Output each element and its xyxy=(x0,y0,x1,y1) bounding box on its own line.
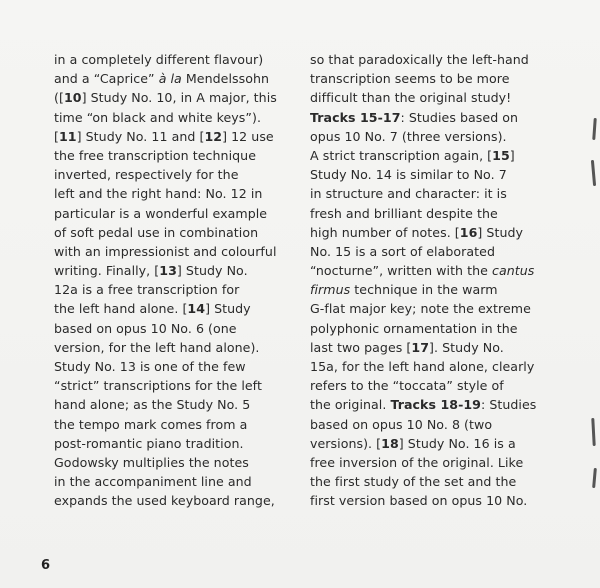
text-run: G-flat major key; note the extreme xyxy=(310,301,531,317)
text-run: ] Study xyxy=(205,301,251,317)
right-column-line xyxy=(310,146,546,165)
text-run: : Studies xyxy=(480,397,537,413)
text-run: hand alone; as the Study No. 5 xyxy=(54,397,251,413)
left-column-line xyxy=(54,472,290,491)
right-column-line xyxy=(310,434,546,453)
right-column-line xyxy=(310,376,546,395)
right-column-line xyxy=(310,242,546,261)
text-run: transcription seems to be more xyxy=(310,71,510,87)
text-run: version, for the left hand alone). xyxy=(54,339,260,355)
right-column-line xyxy=(310,299,546,318)
text-run: the tempo mark comes from a xyxy=(54,416,248,432)
page-number: 6 xyxy=(41,558,51,573)
text-run: with an impressionist and colourful xyxy=(54,243,277,259)
track-reference: Tracks 15-17 xyxy=(310,109,401,125)
right-column-line xyxy=(310,491,546,510)
left-column-line xyxy=(54,261,290,280)
text-run: Study No. 14 is similar to No. 7 xyxy=(310,167,507,183)
track-reference: Tracks 18-19 xyxy=(390,397,481,413)
binding-mark-top xyxy=(592,118,597,140)
binding-mark-lower xyxy=(591,418,595,446)
binding-mark-bottom xyxy=(592,468,597,488)
right-column-line xyxy=(310,108,546,127)
text-run: based on opus 10 No. 6 (one xyxy=(54,320,237,336)
right-column-line xyxy=(310,69,546,88)
left-column-line xyxy=(54,223,290,242)
left-column-line xyxy=(54,415,290,434)
text-run: : Studies based on xyxy=(400,109,519,125)
left-column-line xyxy=(54,453,290,472)
text-run: opus 10 No. 7 (three versions). xyxy=(310,128,507,144)
text-run: Mendelssohn xyxy=(181,71,270,87)
text-run: in structure and character: it is xyxy=(310,186,507,202)
text-run: post-romantic piano tradition. xyxy=(54,435,244,451)
text-run: ]. Study No. xyxy=(429,339,504,355)
text-run: high number of notes. [ xyxy=(310,224,460,240)
italic-term: à la xyxy=(158,71,182,87)
text-run: No. 15 is a sort of elaborated xyxy=(310,243,495,259)
left-column-line xyxy=(54,395,290,414)
text-run: particular is a wonderful example xyxy=(54,205,268,221)
text-run: “nocturne”, written with the xyxy=(310,263,493,279)
track-reference: 16 xyxy=(459,224,478,240)
text-run: the first study of the set and the xyxy=(310,474,517,490)
text-run: “strict” transcriptions for the left xyxy=(54,378,262,394)
text-run: the free transcription technique xyxy=(54,147,256,163)
left-column-line xyxy=(54,108,290,127)
right-column-line xyxy=(310,280,546,299)
left-column-line xyxy=(54,88,290,107)
text-run: so that paradoxically the left-hand xyxy=(310,52,529,67)
right-column-line xyxy=(310,127,546,146)
binding-mark-upper xyxy=(591,160,596,186)
right-column-line xyxy=(310,184,546,203)
left-column-line xyxy=(54,319,290,338)
left-column-line xyxy=(54,357,290,376)
left-column-line xyxy=(54,165,290,184)
right-column-line xyxy=(310,319,546,338)
text-run: and a “Caprice” xyxy=(54,71,159,87)
left-column-line xyxy=(54,299,290,318)
text-run: ] Study xyxy=(477,224,524,240)
italic-term: firmus xyxy=(310,282,351,298)
text-run: expands the used keyboard range, xyxy=(54,493,275,509)
right-column-line xyxy=(310,223,546,242)
text-run: left and the right hand: No. 12 in xyxy=(54,186,263,202)
text-run: ([ xyxy=(54,90,64,106)
track-reference: 12 xyxy=(204,128,223,144)
left-column-line xyxy=(54,184,290,203)
right-text-column xyxy=(310,50,546,511)
left-column-line xyxy=(54,376,290,395)
text-run: inverted, respectively for the xyxy=(54,167,239,183)
left-column-line xyxy=(54,338,290,357)
text-run: 12a is a free transcription for xyxy=(54,282,240,298)
text-run: of soft pedal use in combination xyxy=(54,224,259,240)
right-column-line xyxy=(310,50,546,69)
text-run: A strict transcription again, [ xyxy=(310,147,493,163)
left-column-line xyxy=(54,146,290,165)
left-column-line xyxy=(54,434,290,453)
right-column-line xyxy=(310,453,546,472)
left-column-line xyxy=(54,50,290,69)
text-run: refers to the “toccata” style of xyxy=(310,378,504,394)
track-reference: 18 xyxy=(381,435,399,451)
left-text-column xyxy=(54,50,290,511)
right-column-line xyxy=(310,415,546,434)
right-column-line xyxy=(310,261,546,280)
text-run: Study No. 13 is one of the few xyxy=(54,359,246,374)
track-reference: 15 xyxy=(492,147,510,163)
text-run: last two pages [ xyxy=(310,339,412,355)
track-reference: 10 xyxy=(63,90,82,106)
track-reference: 17 xyxy=(411,339,430,355)
right-column-line xyxy=(310,395,546,414)
right-column-line xyxy=(310,204,546,223)
text-run: ] Study No. 11 and [ xyxy=(76,128,205,144)
text-run: 15a, for the left hand alone, clearly xyxy=(310,359,535,374)
left-column-line xyxy=(54,69,290,88)
text-run: versions). [ xyxy=(310,435,382,451)
text-run: difficult than the original study! xyxy=(310,90,512,106)
text-run: first version based on opus 10 No. xyxy=(310,493,528,509)
text-run: ] Study No. xyxy=(176,263,248,279)
right-column-line xyxy=(310,88,546,107)
left-column-line xyxy=(54,491,290,510)
text-run: ] xyxy=(509,147,515,163)
right-column-line xyxy=(310,338,546,357)
track-reference: 11 xyxy=(58,128,77,144)
text-run: based on opus 10 No. 8 (two xyxy=(310,416,493,432)
text-run: time “on black and white keys”). xyxy=(54,109,261,125)
left-column-line xyxy=(54,242,290,261)
text-run: the original. xyxy=(310,397,391,413)
text-run: free inversion of the original. Like xyxy=(310,454,524,470)
left-column-line xyxy=(54,204,290,223)
text-run: polyphonic ornamentation in the xyxy=(310,320,518,336)
text-run: fresh and brilliant despite the xyxy=(310,205,498,221)
text-run: writing. Finally, [ xyxy=(54,263,160,279)
text-run: in a completely different flavour) xyxy=(54,52,264,67)
left-column-line xyxy=(54,127,290,146)
italic-term: cantus xyxy=(492,263,535,279)
right-column-line xyxy=(310,357,546,376)
text-run: the left hand alone. [ xyxy=(54,301,188,317)
text-run: Godowsky multiplies the notes xyxy=(54,454,249,470)
text-run: [ xyxy=(54,128,59,144)
text-run: ] 12 use xyxy=(222,128,274,144)
track-reference: 13 xyxy=(159,263,177,279)
right-column-line xyxy=(310,472,546,491)
text-run: in the accompaniment line and xyxy=(54,474,252,490)
left-column-line xyxy=(54,280,290,299)
right-column-line xyxy=(310,165,546,184)
text-run: technique in the warm xyxy=(350,282,498,298)
track-reference: 14 xyxy=(187,301,206,317)
text-run: ] Study No. 16 is a xyxy=(398,435,516,451)
text-run: ] Study No. 10, in A major, this xyxy=(81,90,277,106)
